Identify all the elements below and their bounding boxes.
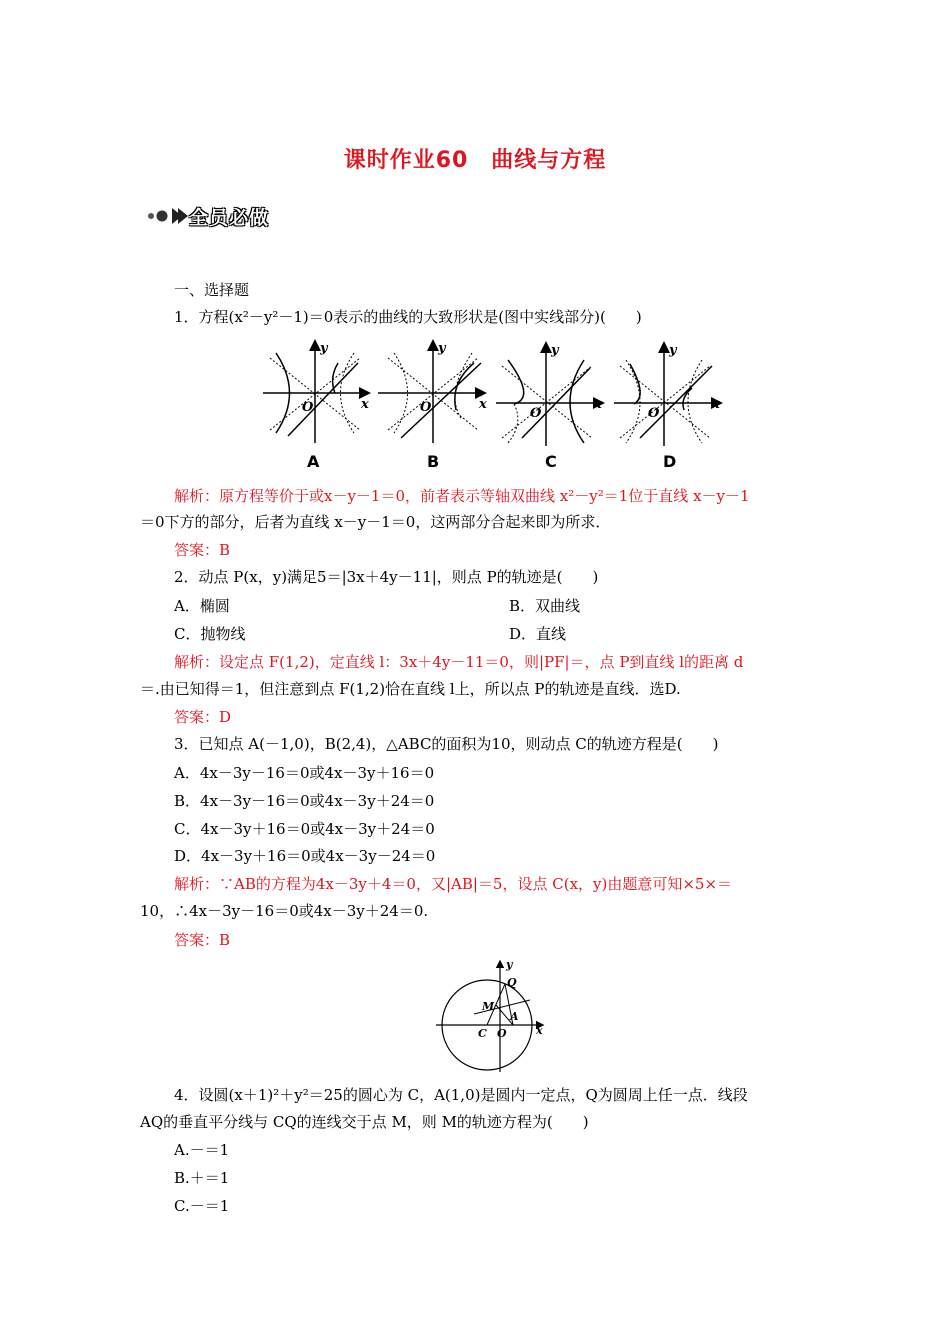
figure-label-a: A — [307, 452, 320, 471]
q1-answer: 答案：B — [174, 541, 231, 559]
figure-label-d: D — [663, 452, 677, 471]
x-axis-label: x — [536, 1024, 543, 1037]
q3-option-d: D．4x－3y＋16＝0或4x－3y－24＝0 — [174, 847, 436, 865]
q2-stem: 2．动点 P(x，y)满足5＝|3x＋4y－11|，则点 P的轨迹是( ) — [174, 568, 599, 586]
section-banner — [145, 202, 269, 230]
banner-dots-icon — [145, 204, 189, 228]
origin-label: O — [420, 400, 432, 415]
q2-option-b: B．双曲线 — [509, 597, 581, 615]
q3-option-b: B．4x－3y－16＝0或4x－3y＋24＝0 — [174, 792, 435, 810]
q4-option-b: B.＋＝1 — [174, 1169, 230, 1187]
point-q-label: Q — [507, 976, 517, 989]
section-heading: 一、选择题 — [174, 281, 250, 299]
point-a-label: A — [510, 1010, 519, 1023]
x-axis-label: x — [712, 397, 720, 412]
figure-label-c: C — [545, 452, 557, 471]
q2-analysis-line1: 解析：设定点 F(1,2)，定直线 l：3x＋4y－11＝0，则|PF|＝，点 P到直线 l的距离 d — [174, 653, 744, 671]
q2-option-a: A．椭圆 — [174, 597, 230, 615]
q4-option-a: A.－＝1 — [174, 1141, 230, 1159]
q3-stem: 3．已知点 A(－1,0)，B(2,4)，△ABC的面积为10，则动点 C的轨迹方程是( ) — [174, 735, 719, 753]
y-axis-label: y — [669, 343, 677, 358]
origin-label: O — [648, 406, 660, 421]
q1-analysis-line2: ＝0下方的部分，后者为直线 x－y－1＝0，这两部分合起来即为所求． — [140, 513, 611, 531]
origin-label: O — [497, 1027, 507, 1040]
y-axis-label: y — [551, 343, 559, 358]
banner-label: 全员必做 — [189, 206, 270, 229]
y-axis-label: y — [506, 958, 513, 971]
figure-b — [378, 341, 487, 443]
q3-option-a: A．4x－3y－16＝0或4x－3y＋16＝0 — [174, 764, 435, 782]
q3-option-c: C．4x－3y＋16＝0或4x－3y＋24＝0 — [174, 820, 435, 838]
q2-option-c: C．抛物线 — [174, 625, 246, 643]
x-axis-label: x — [594, 397, 602, 412]
q4-figure — [434, 958, 554, 1074]
q1-figures — [258, 338, 728, 450]
point-c-label: C — [478, 1027, 487, 1040]
q2-analysis-line2: ＝.由已知得＝1，但注意到点 F(1,2)恰在直线 l上，所以点 P的轨迹是直线．选D. — [140, 680, 681, 698]
q2-answer: 答案：D — [174, 708, 232, 726]
y-axis-label: y — [320, 341, 328, 356]
q1-analysis-line1: 解析：原方程等价于或x－y－1＝0，前者表示等轴双曲线 x²－y²＝1位于直线 x－y－1 — [174, 487, 750, 505]
x-axis-label: x — [361, 397, 369, 412]
point-m-label: M — [482, 1000, 495, 1013]
q4-option-c: C.－＝1 — [174, 1197, 230, 1215]
figure-label-b: B — [427, 452, 440, 471]
q2-option-d: D．直线 — [509, 625, 567, 643]
y-axis-label: y — [438, 341, 446, 356]
q3-answer: 答案：B — [174, 931, 231, 949]
q4-stem-line2: AQ的垂直平分线与 CQ的连线交于点 M，则 M的轨迹方程为( ) — [140, 1113, 589, 1131]
x-axis-label: x — [479, 397, 487, 412]
figure-a — [263, 341, 369, 443]
origin-label: O — [530, 406, 542, 421]
q4-stem-line1: 4．设圆(x＋1)²＋y²＝25的圆心为 C，A(1,0)是圆内一定点，Q为圆周上任一点．线段 — [174, 1086, 748, 1104]
q3-analysis-line1: 解析：∵AB的方程为4x－3y＋4＝0，又|AB|＝5，设点 C(x，y)由题意可知×5×＝ — [174, 875, 733, 893]
figure-c — [496, 343, 602, 446]
page-title: 课时作业60 曲线与方程 — [343, 148, 607, 173]
figure-d — [614, 343, 720, 446]
q1-stem: 1．方程(x²－y²－1)＝0表示的曲线的大致形状是(图中实线部分)( ) — [174, 308, 642, 326]
q3-analysis-line2: 10，∴4x－3y－16＝0或4x－3y＋24＝0. — [140, 902, 429, 920]
origin-label: O — [302, 400, 314, 415]
